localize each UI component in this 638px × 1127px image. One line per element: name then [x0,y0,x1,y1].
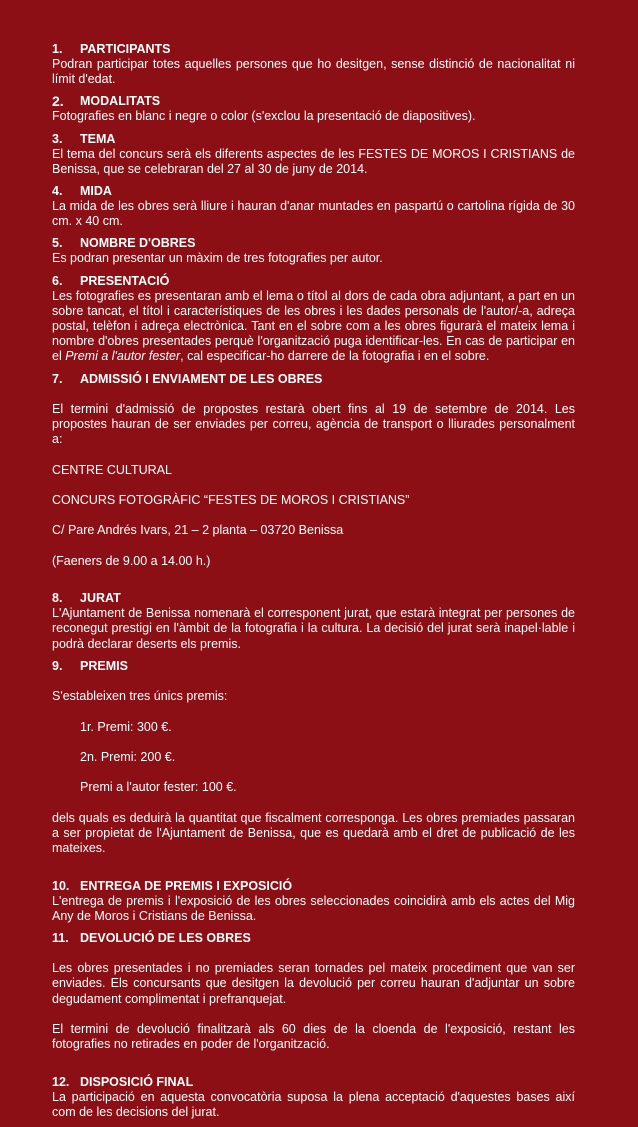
prize-item: 2n. Premi: 200 €. [80,749,176,764]
section-title: TEMA [80,131,116,146]
address-line: CENTRE CULTURAL [52,462,172,477]
section-number: 8. [52,591,63,606]
section-title: JURAT [80,591,121,606]
section-text-tail: dels quals es deduirà la quantitat que fiscalment corresponga. Les obres premiades passaran a ser propietat de l'Ajuntament de Benissa, que es quedarà amb el dret de publicació de les mateixes. [52,810,575,856]
section-title: DEVOLUCIÓ DE LES OBRES [80,930,251,945]
section-devolucio [52,931,575,1068]
prize-item: 1r. Premi: 300 €. [80,719,172,734]
section-heading [52,1075,575,1090]
section-heading [52,659,575,674]
prize-item: Premi a l'autor fester: 100 €. [80,780,237,795]
section-text-tail: , cal especificar-ho darrere de la fotografia i en el sobre. [180,349,490,364]
section-text [52,387,575,585]
section-presentacio [52,274,575,365]
section-heading [52,591,575,606]
section-tema [52,132,575,177]
section-text: L'Ajuntament de Benissa nomenarà el corresponent jurat, que estarà integrat per persones de reconegut prestigi en l'àmbit de la fotografia i la cultura. La decisió del jurat serà inapel·lable i podrà declarar deserts els premis. [52,606,575,651]
section-heading [52,879,575,894]
section-number: 11. [52,930,69,945]
section-number: 10. [52,878,70,893]
section-heading [52,372,575,387]
section-title: ADMISSIÓ I ENVIAMENT DE LES OBRES [80,371,323,386]
section-premis [52,659,575,872]
section-text-main: S'estableixen tres únics premis: [52,689,228,704]
section-admissio [52,372,575,585]
document-content [52,42,575,1127]
section-text [52,289,575,365]
section-text: Fotografies en blanc i negre o color (s'exclou la presentació de diapositives). [52,109,476,124]
section-title: MODALITATS [80,94,161,109]
section-title: PREMIS [80,658,128,673]
section-text-second: El termini de devolució finalitzarà als 60 dies de la cloenda de l'exposició, restant les fotografies no retirades en poder de l'organització. [52,1021,575,1052]
section-number: 1. [52,42,63,56]
section-text-main: Les fotografies es presentaran amb el lema o títol al dors de cada obra adjuntant, a part en un sobre tancat, el títol i característiques de les obres i les dades personals de l'autor/-a, adreça postal, telèfon i adreça electrònica. Tant en el sobre com a les obres figurarà el mateix lema i nombre d'obres presentades perquè l'organització puga identificar-les. En cas de participar en el [52,288,575,364]
section-text: La mida de les obres serà lliure i hauran d'anar muntades en paspartú o cartolina rígida de 30 cm. x 40 cm. [52,199,575,229]
section-number: 4. [52,184,63,199]
section-text: L'entrega de premis i l'exposició de les obres seleccionades coincidirà amb els actes del Mig Any de Moros i Cristians de Benissa. [52,893,575,923]
section-text-main: Les obres presentades i no premiades seran tornades pel mateix procediment que van ser enviades. Els concursants que desitgen la devolució per correu hauran d'adjuntar un sobre degudament complimentat i prefranquejat. [52,961,575,1006]
section-number: 12. [52,1074,70,1089]
section-heading [52,42,575,57]
section-text: Es podran presentar un màxim de tres fotografies per autor. [52,251,383,266]
section-mida [52,184,575,229]
address-line: C/ Pare Andrés Ivars, 21 – 2 planta – 03720 Benissa [52,523,344,538]
section-nombre-obres [52,236,575,266]
address-line: CONCURS FOTOGRÀFIC “FESTES DE MOROS I CRISTIANS” [52,493,410,508]
section-modalitats [52,94,575,124]
section-text: El tema del concurs serà els diferents aspectes de les FESTES DE MOROS I CRISTIANS de Benissa, que se celebraran del 27 al 30 de juny de 2014. [52,146,575,176]
section-text [52,674,575,872]
section-title: PRESENTACIÓ [80,273,170,288]
section-number: 3. [52,131,63,146]
italic-award-name: Premi a l'autor fester [65,349,181,364]
section-heading [52,274,575,289]
section-title: DISPOSICIÓ FINAL [80,1074,194,1089]
section-heading [52,94,575,109]
section-jurat [52,591,575,652]
address-line: (Faeners de 9.00 a 14.00 h.) [52,553,211,568]
section-number: 7. [52,371,63,386]
section-heading [52,931,575,946]
section-title: ENTREGA DE PREMIS I EXPOSICIÓ [80,878,293,893]
section-heading [52,184,575,199]
section-number: 5. [52,236,63,251]
section-number: 2. [52,93,64,110]
section-heading [52,132,575,147]
section-participants [52,42,575,87]
section-text: La participació en aquesta convocatòria suposa la plena acceptació d'aquestes bases així com de les decisions del jurat. [52,1089,575,1119]
section-title: NOMBRE D'OBRES [80,236,196,251]
section-title: PARTICIPANTS [80,42,171,56]
section-title: MIDA [80,184,112,199]
section-heading [52,236,575,251]
section-text: Podran participar totes aquelles persones que ho desitgen, sense distinció de nacionalitat ni límit d'edat. [52,57,575,87]
section-number: 6. [52,273,63,288]
section-disposicio-final [52,1075,575,1120]
section-text-main: El termini d'admissió de propostes restarà obert fins al 19 de setembre de 2014. Les propostes hauran de ser enviades per correu, agència de transport o lliurades personalment a: [52,401,575,447]
section-number: 9. [52,658,63,673]
section-entrega [52,879,575,924]
section-text [52,946,575,1068]
